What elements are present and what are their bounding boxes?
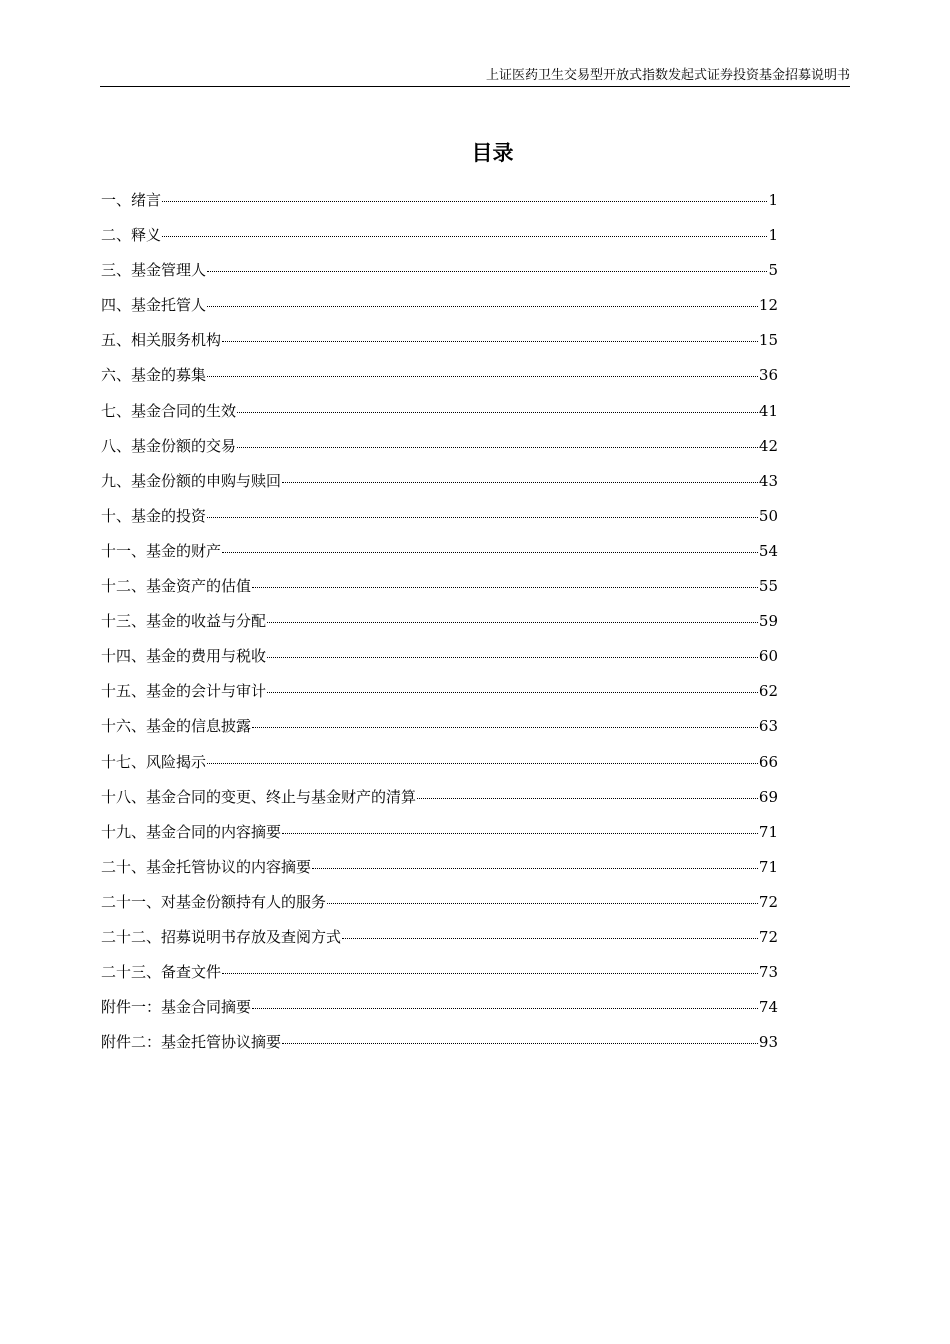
toc-entry-label: 四、基金托管人 [101, 296, 207, 315]
toc-entry-page-number: 41 [758, 401, 778, 420]
toc-entry-label: 二十三、备查文件 [101, 963, 222, 982]
toc-dot-leader [267, 622, 758, 623]
toc-entry-label: 十一、基金的财产 [101, 541, 222, 560]
toc-entry[interactable] [101, 506, 778, 541]
toc-entry-page-number: 15 [758, 331, 778, 350]
toc-entry[interactable] [101, 471, 778, 506]
toc-entry[interactable] [101, 997, 778, 1032]
toc-entry[interactable] [101, 295, 778, 330]
toc-dot-leader [207, 763, 758, 764]
toc-entry-page-number: 1 [768, 226, 778, 245]
toc-dot-leader [162, 236, 767, 237]
toc-entry[interactable] [101, 892, 778, 927]
toc-entry[interactable] [101, 681, 778, 716]
toc-entry[interactable] [101, 1032, 778, 1067]
toc-entry[interactable] [101, 330, 778, 365]
toc-entry-page-number: 42 [758, 436, 778, 455]
toc-entry[interactable] [101, 576, 778, 611]
toc-entry-page-number: 60 [758, 647, 778, 666]
toc-entry-page-number: 74 [758, 998, 778, 1017]
toc-entry-label: 二、释义 [101, 226, 162, 245]
toc-entry[interactable] [101, 541, 778, 576]
document-header-title: 上证医药卫生交易型开放式指数发起式证券投资基金招募说明书 [485, 68, 850, 83]
toc-dot-leader [207, 517, 758, 518]
toc-dot-leader [252, 727, 758, 728]
toc-entry-page-number: 62 [758, 682, 778, 701]
toc-entry-label: 十六、基金的信息披露 [101, 717, 252, 736]
toc-entry-page-number: 50 [758, 506, 778, 525]
toc-entry-label: 附件二：基金托管协议摘要 [101, 1033, 282, 1052]
toc-dot-leader [252, 1008, 758, 1009]
toc-dot-leader [282, 482, 758, 483]
toc-entry-label: 九、基金份额的申购与赎回 [101, 471, 282, 490]
toc-entry-page-number: 43 [758, 471, 778, 490]
toc-entry[interactable] [101, 365, 778, 400]
toc-dot-leader [237, 447, 758, 448]
toc-entry-label: 二十二、招募说明书存放及查阅方式 [101, 927, 342, 946]
toc-entry-page-number: 54 [758, 541, 778, 560]
toc-dot-leader [222, 552, 758, 553]
toc-dot-leader [207, 306, 758, 307]
toc-entry-label: 八、基金份额的交易 [101, 436, 237, 455]
toc-entry-page-number: 72 [758, 927, 778, 946]
toc-entry-label: 十、基金的投资 [101, 506, 207, 525]
toc-entry-page-number: 72 [758, 892, 778, 911]
toc-entry-label: 五、相关服务机构 [101, 331, 222, 350]
toc-dot-leader [417, 798, 758, 799]
toc-entry[interactable] [101, 927, 778, 962]
toc-entry-page-number: 36 [758, 366, 778, 385]
toc-dot-leader [222, 341, 758, 342]
toc-dot-leader [282, 1043, 758, 1044]
toc-dot-leader [207, 271, 767, 272]
running-header [100, 64, 850, 87]
toc-entry-label: 二十、基金托管协议的内容摘要 [101, 857, 312, 876]
toc-entry-page-number: 73 [758, 963, 778, 982]
table-of-contents [101, 190, 778, 1067]
toc-entry[interactable] [101, 190, 778, 225]
toc-entry-label: 十三、基金的收益与分配 [101, 612, 267, 631]
toc-entry-label: 三、基金管理人 [101, 261, 207, 280]
toc-dot-leader [207, 376, 758, 377]
toc-entry-page-number: 1 [768, 191, 778, 209]
toc-entry[interactable] [101, 401, 778, 436]
toc-entry-page-number: 5 [768, 261, 778, 280]
toc-entry-label: 十七、风险揭示 [101, 752, 207, 771]
toc-entry-label: 一、绪言 [101, 191, 162, 209]
toc-entry[interactable] [101, 962, 778, 997]
toc-entry[interactable] [101, 646, 778, 681]
toc-entry-label: 十五、基金的会计与审计 [101, 682, 267, 701]
toc-entry[interactable] [101, 857, 778, 892]
toc-entry-label: 十二、基金资产的估值 [101, 577, 252, 596]
toc-dot-leader [312, 868, 758, 869]
toc-entry-label: 七、基金合同的生效 [101, 401, 237, 420]
toc-dot-leader [342, 938, 758, 939]
toc-entry[interactable] [101, 260, 778, 295]
toc-entry[interactable] [101, 611, 778, 646]
toc-entry[interactable] [101, 787, 778, 822]
toc-entry-page-number: 63 [758, 717, 778, 736]
toc-entry[interactable] [101, 822, 778, 857]
toc-entry-label: 十四、基金的费用与税收 [101, 647, 267, 666]
toc-entry-label: 六、基金的募集 [101, 366, 207, 385]
toc-entry-label: 十八、基金合同的变更、终止与基金财产的清算 [101, 787, 417, 806]
toc-entry[interactable] [101, 225, 778, 260]
toc-entry-page-number: 71 [758, 857, 778, 876]
toc-entry[interactable] [101, 716, 778, 751]
toc-dot-leader [327, 903, 758, 904]
toc-dot-leader [222, 973, 758, 974]
toc-entry-page-number: 93 [758, 1033, 778, 1052]
toc-entry-page-number: 12 [758, 296, 778, 315]
toc-dot-leader [267, 657, 758, 658]
toc-entry-page-number: 55 [758, 577, 778, 596]
toc-dot-leader [162, 201, 767, 202]
toc-entry-page-number: 69 [758, 787, 778, 806]
toc-entry[interactable] [101, 436, 778, 471]
toc-entry-label: 二十一、对基金份额持有人的服务 [101, 892, 327, 911]
toc-entry-page-number: 59 [758, 612, 778, 631]
toc-entry-page-number: 71 [758, 822, 778, 841]
toc-dot-leader [237, 412, 758, 413]
page-title: 目录 [471, 141, 514, 165]
toc-dot-leader [252, 587, 758, 588]
toc-entry[interactable] [101, 752, 778, 787]
toc-entry-label: 十九、基金合同的内容摘要 [101, 822, 282, 841]
toc-dot-leader [282, 833, 758, 834]
toc-dot-leader [267, 692, 758, 693]
toc-entry-label: 附件一：基金合同摘要 [101, 998, 252, 1017]
toc-entry-page-number: 66 [758, 752, 778, 771]
